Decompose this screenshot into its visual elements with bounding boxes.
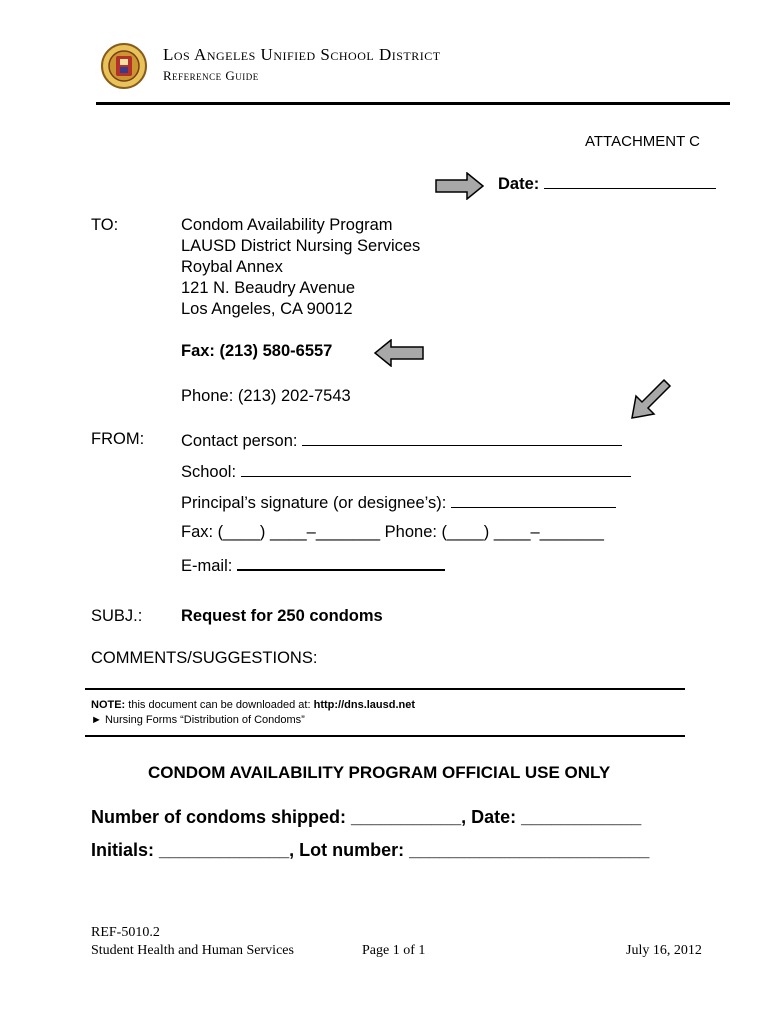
email-label: E-mail: <box>181 557 233 575</box>
school-field[interactable] <box>181 461 631 482</box>
subj-label: SUBJ.: <box>91 607 143 625</box>
email-field[interactable] <box>181 554 445 576</box>
date-field[interactable] <box>498 173 716 194</box>
note-line-1: NOTE: this document can be downloaded at: http://dns.lausd.net <box>91 699 416 711</box>
note-line-2: ► Nursing Forms “Distribution of Condoms” <box>91 714 305 726</box>
footer-ref: REF-5010.2 <box>91 925 160 940</box>
note-top-rule <box>85 688 685 690</box>
contact-person-field[interactable] <box>181 430 622 451</box>
left-arrow-icon <box>373 339 425 372</box>
diagonal-arrow-icon <box>628 378 672 425</box>
fax-number: Fax: (213) 580-6557 <box>181 342 333 360</box>
footer-page: Page 1 of 1 <box>362 943 426 958</box>
district-name: Los Angeles Unified School District <box>163 45 441 64</box>
phone-number: Phone: (213) 202-7543 <box>181 387 351 405</box>
footer-date: July 16, 2012 <box>626 943 702 958</box>
to-line-1: Condom Availability Program <box>181 216 393 234</box>
comments-label: COMMENTS/SUGGESTIONS: <box>91 649 318 667</box>
school-label: School: <box>181 463 237 481</box>
official-initials-line[interactable]: Initials: _____________, Lot number: ________________________ <box>91 840 650 860</box>
right-arrow-icon <box>435 172 485 205</box>
attachment-label: ATTACHMENT C <box>585 133 700 150</box>
official-use-title: CONDOM AVAILABILITY PROGRAM OFFICIAL USE ONLY <box>148 763 611 782</box>
download-link[interactable]: http://dns.lausd.net <box>313 699 416 711</box>
official-shipped-line[interactable]: Number of condoms shipped: ___________, Date: ____________ <box>91 807 642 827</box>
footer-dept: Student Health and Human Services <box>91 943 294 958</box>
to-line-3: Roybal Annex <box>181 258 283 276</box>
to-line-4: 121 N. Beaudry Avenue <box>181 279 355 297</box>
fax-phone-field[interactable]: Fax: (____) ____–_______ Phone: (____) ____–_______ <box>181 523 604 541</box>
to-label: TO: <box>91 216 119 234</box>
contact-person-label: Contact person: <box>181 432 298 450</box>
to-line-2: LAUSD District Nursing Services <box>181 237 421 255</box>
reference-guide: Reference Guide <box>163 68 259 83</box>
principal-signature-field[interactable] <box>181 492 616 513</box>
date-label: Date: <box>498 175 540 193</box>
from-label: FROM: <box>91 430 145 448</box>
note-bottom-rule <box>85 735 685 737</box>
header-rule <box>96 102 730 105</box>
district-seal <box>100 42 148 90</box>
to-line-5: Los Angeles, CA 90012 <box>181 300 353 318</box>
principal-signature-label: Principal’s signature (or designee’s): <box>181 494 447 512</box>
subj-value: Request for 250 condoms <box>181 607 383 625</box>
